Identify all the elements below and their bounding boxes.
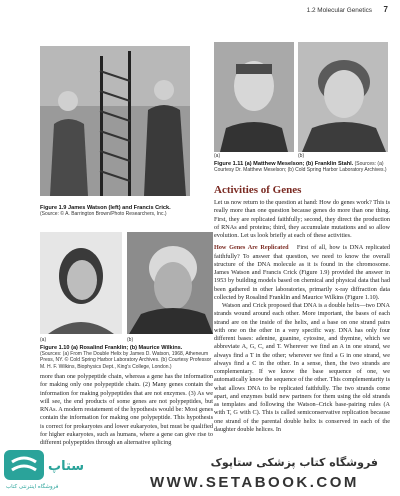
figure-1-11-caption-title: Figure 1.11 (a) Matthew Meselson; (b) Franklin Stahl. [214,161,354,167]
figure-1-10-caption [40,345,212,370]
store-url[interactable]: WWW.SETABOOK.COM [150,474,359,491]
figure-1-11b-photo [298,42,388,152]
figure-1-9-caption-title: Figure 1.9 James Watson (left) and Francis Crick. [40,205,171,211]
figure-1-11-caption-source: (Sources: (a) Courtesy Dr. Matthew Meselson; (b) Cold Spring Harbor Laboratory Archives.) [214,161,387,174]
figure-1-11-caption [214,161,390,173]
figure-1-10b-photo [127,232,213,334]
left-column-paragraph: more than one polypeptide chain, whereas a gene has the information for making only one polypeptide chain. (2) Many genes contain the information for making polypeptides that are not enzymes. (3) As we will see, the end products of some genes are not polypeptides, but RNAs. A modern restatement of the hypothesis would be: Most genes contain the information for making one polypeptide. This hypothesis is correct for prokaryotes and lower eukaryotes, but must be qualified for higher eukaryotes, such as humans, where a gene can give rise to different polypeptides through an alternative splicing [40,373,213,446]
figure-1-9-caption [40,205,210,217]
figure-1-9-photo [40,46,190,196]
running-head: 1.2 Molecular Genetics [306,7,372,14]
figure-1-11b-label: (b) [298,153,305,159]
store-logo-text: ستاپ [48,459,85,474]
left-column-text [40,373,213,448]
store-banner [0,448,400,496]
section-heading: Activities of Genes [214,184,302,196]
figure-1-9-caption-source: (Source: © A. Barrington Brown/Photo Researchers, Inc.) [40,211,167,218]
figure-1-10a-label: (a) [40,337,47,343]
store-logo-subtext: فروشگاه اینترنتی کتاب [6,484,59,490]
figure-1-11a-label: (a) [214,153,221,159]
figure-1-10a-photo [40,232,122,334]
store-logo [4,450,90,490]
replication-text: First of all, how is DNA replicated faithfully? To answer that question, we need to know the overall structure of the DNA molecule as it is found in the chromosome. James Watson and Francis Crick (Figure 1.9) provided the answer in 1953 by building models based on chemical and physical data that had been gathered in other laboratories, primarily x-ray diffraction data collected by Rosalind Franklin and Maurice Wilkins (Figure 1.10). [214,244,390,301]
figure-1-10b-label: (b) [127,337,134,343]
page-number: 7 [383,5,388,14]
runin-heading: How Genes Are Replicated [214,244,289,252]
intro-paragraph: Let us now return to the question at hand: How do genes work? This is really more than one question because genes do more than one thing. First, they are replicated faithfully; second, they direct the production of RNAs and proteins; third, they accumulate mutations and so allow evolution. Let us look briefly at each of these activities. [214,199,390,239]
figure-1-10-caption-title: Figure 1.10 (a) Rosalind Franklin; (b) Maurice Wilkins. [40,345,183,351]
store-title: فروشگاه کتاب پزشکی ستاپوک [210,456,378,469]
figure-1-11a-photo [214,42,294,152]
figure-1-10-caption-source: (Sources: (a) From The Double Helix by James D. Watson, 1968, Atheneum Press, NY. © Cold Spring Harbor Laboratory Archives. (b) Courtesy Professor M. H. F. Wilkins, Biophysics Dept., King's College, London.) [40,351,212,370]
running-header [246,6,388,18]
right-column-text [214,199,390,448]
double-helix-paragraph: Watson and Crick proposed that DNA is a double helix—two DNA strands wound around each other. More important, the bases of each strand are on the inside of the helix, and a base on one strand pairs with one on the other in a very specific way. DNA has only four different bases: adenine, guanine, cytosine, and thymine, which we abbreviate A, G, C, and T. Wherever we find an A in one strand, we always find a T in the other; wherever we find a G in one strand, we always find a C in the other. In a sense, then, the two strands are complementary. If we know the base sequence of one, we automatically know the sequence of the other. This complementarity is what allows DNA to be replicated faithfully. The two strands come apart, and enzymes build new partners for them using the old strands as templates and following the Watson–Crick base-pairing rules (A with T, G with C). This is called semiconservative replication because one strand of the parental double helix is conserved in each of the daughter double helices. In [214,302,390,433]
replication-paragraph [214,244,390,302]
